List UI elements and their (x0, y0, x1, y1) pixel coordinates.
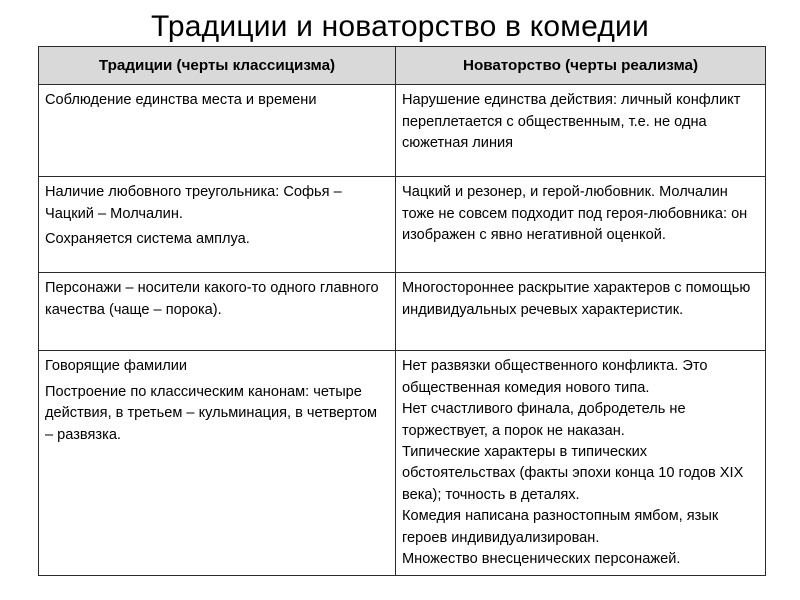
table-header-row (39, 47, 766, 85)
cell-text: Соблюдение единства места и времени (45, 92, 317, 109)
traditions-cell (39, 85, 396, 177)
innovations-cell (396, 273, 766, 351)
cell-text: Многостороннее раскрытие характеров с помощью индивидуальных речевых характеристик. (402, 280, 751, 318)
table-row (39, 177, 766, 273)
comparison-table (38, 46, 766, 576)
table-row (39, 273, 766, 351)
cell-text: Чацкий и резонер, и герой-любовник. Молчалин тоже не совсем подходит под героя-любовника: он изображен с явно негативной оценкой. (402, 184, 748, 244)
cell-text: Типические характеры в типических обстоятельствах (факты эпохи конца 10 годов XIX века); точность в деталях. (402, 444, 744, 503)
cell-text: Наличие любовного треугольника: Софья – Чацкий – Молчалин. (45, 184, 342, 222)
innovations-cell (396, 177, 766, 273)
traditions-cell (39, 351, 396, 576)
innovations-cell (396, 85, 766, 177)
header-innovations: Новаторство (черты реализма) (396, 47, 766, 85)
cell-text: Нет развязки общественного конфликта. Это общественная комедия нового типа. (402, 358, 708, 396)
traditions-cell (39, 273, 396, 351)
header-traditions: Традиции (черты классицизма) (39, 47, 396, 85)
cell-text: Персонажи – носители какого-то одного главного качества (чаще – порока). (45, 280, 379, 318)
cell-text: Говорящие фамилии (45, 358, 188, 375)
cell-text: Сохраняется система амплуа. (45, 231, 250, 248)
cell-text: Комедия написана разностопным ямбом, язык героев индивидуализирован. (402, 508, 719, 546)
cell-text: Множество внесценических персонажей. (402, 551, 681, 568)
cell-text: Построение по классическим канонам: четыре действия, в третьем – кульминация, в четвертом – развязка. (45, 383, 378, 443)
table-row (39, 85, 766, 177)
traditions-cell (39, 177, 396, 273)
innovations-cell (396, 351, 766, 576)
page-title: Традиции и новаторство в комедии (151, 10, 649, 43)
table-row (39, 351, 766, 576)
cell-text: Нарушение единства действия: личный конфликт переплетается с общественным, т.е. не одна сюжетная линия (402, 92, 741, 152)
cell-text: Нет счастливого финала, добродетель не торжествует, а порок не наказан. (402, 401, 686, 439)
